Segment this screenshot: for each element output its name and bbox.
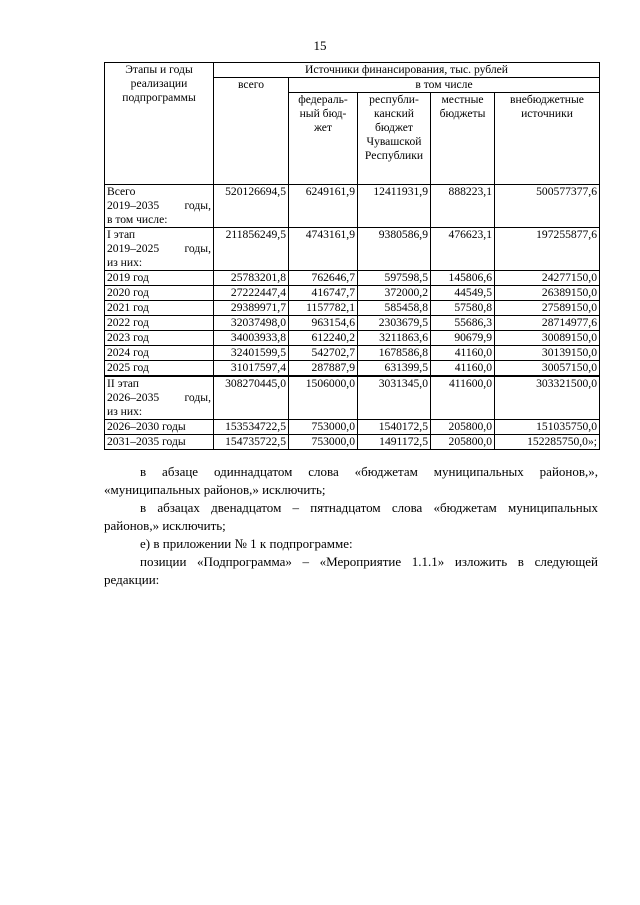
cell-federal: 6249161,9 xyxy=(289,185,358,228)
row-label xyxy=(105,301,214,316)
cell-total: 32401599,5 xyxy=(214,346,289,361)
header-total: всего xyxy=(214,78,289,185)
row-label xyxy=(105,361,214,377)
cell-local: 888223,1 xyxy=(431,185,495,228)
row-label xyxy=(105,331,214,346)
cell-republican: 631399,5 xyxy=(358,361,431,377)
header-stage-col: Этапы и годы реализации подпрограммы xyxy=(105,63,214,185)
cell-local: 55686,3 xyxy=(431,316,495,331)
cell-local: 205800,0 xyxy=(431,420,495,435)
cell-local: 476623,1 xyxy=(431,228,495,271)
table-row xyxy=(105,228,600,271)
cell-total: 154735722,5 xyxy=(214,435,289,450)
cell-local: 41160,0 xyxy=(431,346,495,361)
table-row xyxy=(105,376,600,420)
cell-republican: 3031345,0 xyxy=(358,376,431,420)
row-label xyxy=(105,435,214,450)
table-row xyxy=(105,286,600,301)
row-label xyxy=(105,228,214,271)
cell-total: 520126694,5 xyxy=(214,185,289,228)
row-label-line: из них: xyxy=(107,256,143,269)
cell-extra: 30089150,0 xyxy=(495,331,600,346)
header-including: в том числе xyxy=(289,78,600,93)
row-label xyxy=(105,316,214,331)
cell-extra: 27589150,0 xyxy=(495,301,600,316)
cell-republican: 1540172,5 xyxy=(358,420,431,435)
cell-local: 90679,9 xyxy=(431,331,495,346)
cell-republican: 1491172,5 xyxy=(358,435,431,450)
row-label-line: Всего xyxy=(107,185,136,198)
table-row xyxy=(105,435,600,450)
row-label-line: из них: xyxy=(107,405,143,418)
row-label-line: в том числе: xyxy=(107,213,168,226)
cell-extra: 24277150,0 xyxy=(495,271,600,286)
cell-federal: 287887,9 xyxy=(289,361,358,377)
row-label-line: 2026–2030 годы xyxy=(107,420,186,433)
cell-total: 211856249,5 xyxy=(214,228,289,271)
cell-federal: 1157782,1 xyxy=(289,301,358,316)
cell-total: 27222447,4 xyxy=(214,286,289,301)
cell-total: 31017597,4 xyxy=(214,361,289,377)
cell-extra: 151035750,0 xyxy=(495,420,600,435)
header-sources: Источники финансирования, тыс. рублей xyxy=(214,63,600,78)
cell-republican: 372000,2 xyxy=(358,286,431,301)
cell-federal: 1506000,0 xyxy=(289,376,358,420)
cell-total: 34003933,8 xyxy=(214,331,289,346)
paragraph: в абзацах двенадцатом – пятнадцатом слова «бюджетам муниципальных районов,» исключить; xyxy=(104,500,598,533)
row-label-line: 2025 год xyxy=(107,361,149,374)
header-local: местные бюджеты xyxy=(431,93,495,185)
cell-federal: 416747,7 xyxy=(289,286,358,301)
cell-republican: 585458,8 xyxy=(358,301,431,316)
cell-local: 411600,0 xyxy=(431,376,495,420)
table-row xyxy=(105,301,600,316)
table-row xyxy=(105,316,600,331)
cell-extra: 26389150,0 xyxy=(495,286,600,301)
cell-extra: 303321500,0 xyxy=(495,376,600,420)
table-header-row-1 xyxy=(105,63,600,78)
cell-total: 25783201,8 xyxy=(214,271,289,286)
row-label-line: I этап xyxy=(107,228,136,241)
cell-federal: 612240,2 xyxy=(289,331,358,346)
row-label xyxy=(105,376,214,420)
cell-extra: 28714977,6 xyxy=(495,316,600,331)
row-label-line: 2024 год xyxy=(107,346,149,359)
paragraph: позиции «Подпрограмма» – «Мероприятие 1.1.1» изложить в следующей редакции: xyxy=(104,554,598,587)
financing-table xyxy=(104,62,600,450)
header-extra: внебюджетные источники xyxy=(495,93,600,185)
cell-local: 145806,6 xyxy=(431,271,495,286)
paragraph: е) в приложении № 1 к подпрограмме: xyxy=(140,536,353,551)
row-label-line: 2020 год xyxy=(107,286,149,299)
cell-local: 205800,0 xyxy=(431,435,495,450)
row-label xyxy=(105,286,214,301)
row-label-line: 2022 год xyxy=(107,316,149,329)
header-federal: федераль-ный бюд-жет xyxy=(289,93,358,185)
cell-total: 153534722,5 xyxy=(214,420,289,435)
cell-federal: 753000,0 xyxy=(289,435,358,450)
row-label-line: 2019–2025 годы, xyxy=(107,242,211,255)
cell-federal: 963154,6 xyxy=(289,316,358,331)
table-row xyxy=(105,420,600,435)
row-label-line: 2031–2035 годы xyxy=(107,435,186,448)
cell-extra: 30057150,0 xyxy=(495,361,600,377)
table-row xyxy=(105,271,600,286)
cell-total: 29389971,7 xyxy=(214,301,289,316)
cell-extra: 500577377,6 xyxy=(495,185,600,228)
cell-extra: 197255877,6 xyxy=(495,228,600,271)
row-label xyxy=(105,271,214,286)
cell-federal: 753000,0 xyxy=(289,420,358,435)
cell-total: 32037498,0 xyxy=(214,316,289,331)
cell-republican: 2303679,5 xyxy=(358,316,431,331)
table-row xyxy=(105,361,600,377)
cell-federal: 542702,7 xyxy=(289,346,358,361)
cell-republican: 1678586,8 xyxy=(358,346,431,361)
page-number: 15 xyxy=(313,38,327,53)
row-label-line: 2023 год xyxy=(107,331,149,344)
cell-local: 44549,5 xyxy=(431,286,495,301)
row-label-line: 2019 год xyxy=(107,271,149,284)
cell-republican: 12411931,9 xyxy=(358,185,431,228)
cell-local: 57580,8 xyxy=(431,301,495,316)
row-label xyxy=(105,185,214,228)
table-row xyxy=(105,346,600,361)
cell-republican: 597598,5 xyxy=(358,271,431,286)
row-label xyxy=(105,346,214,361)
cell-total: 308270445,0 xyxy=(214,376,289,420)
row-label-line: II этап xyxy=(107,377,140,390)
paragraph: в абзаце одиннадцатом слова «бюджетам муниципальных районов,», «муниципальных районов,» исключить; xyxy=(104,464,598,497)
cell-federal: 4743161,9 xyxy=(289,228,358,271)
header-republican: республи-канский бюджет Чувашской Республики xyxy=(358,93,431,185)
row-label-line: 2019–2035 годы, xyxy=(107,199,211,212)
cell-republican: 9380586,9 xyxy=(358,228,431,271)
row-label-line: 2026–2035 годы, xyxy=(107,391,211,404)
cell-republican: 3211863,6 xyxy=(358,331,431,346)
cell-extra: 30139150,0 xyxy=(495,346,600,361)
table-row xyxy=(105,185,600,228)
cell-local: 41160,0 xyxy=(431,361,495,377)
cell-federal: 762646,7 xyxy=(289,271,358,286)
row-label-line: 2021 год xyxy=(107,301,149,314)
row-label xyxy=(105,420,214,435)
table-row xyxy=(105,331,600,346)
cell-extra: 152285750,0»; xyxy=(495,435,600,450)
